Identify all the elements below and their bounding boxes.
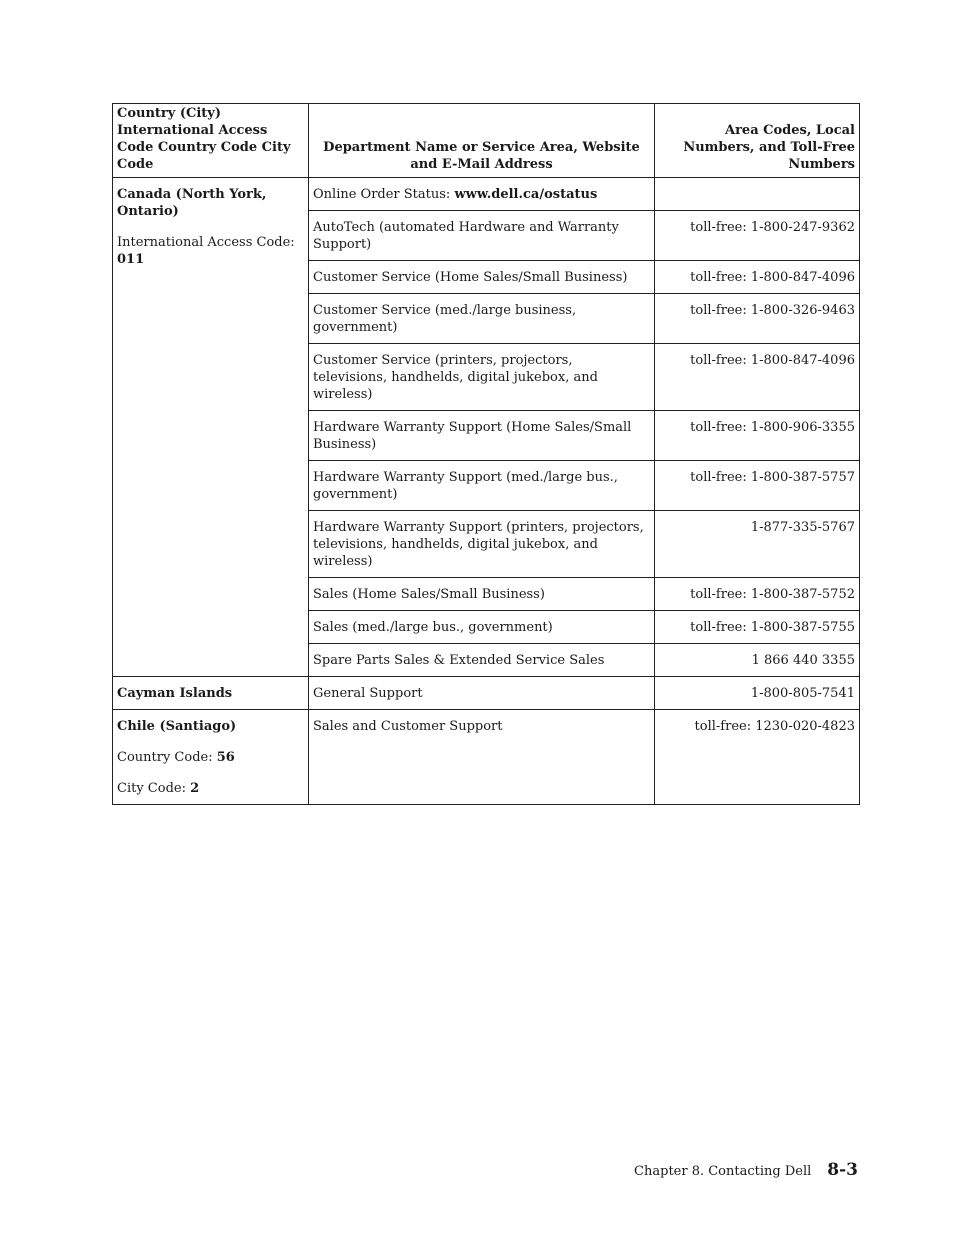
access-code-label: International Access Code: [117, 235, 295, 250]
number-cell: 1-800-805-7541 [655, 677, 860, 710]
chapter-title: Chapter 8. Contacting Dell [634, 1164, 812, 1179]
city-code-value: 2 [190, 781, 200, 796]
number-cell: toll-free: 1-800-387-5757 [655, 461, 860, 511]
department-cell: Customer Service (printers, projectors, televisions, handhelds, digital jukebox, and wireless) [309, 344, 655, 411]
number-cell [655, 178, 860, 211]
access-code-value: 011 [117, 252, 145, 267]
number-cell: toll-free: 1-800-326-9463 [655, 294, 860, 344]
number-cell: toll-free: 1230-020-4823 [655, 710, 860, 805]
number-cell: toll-free: 1-800-387-5752 [655, 578, 860, 611]
country-code-line [117, 749, 304, 766]
table-row [113, 178, 860, 211]
table-row [113, 710, 860, 805]
country-name: Cayman Islands [117, 686, 233, 701]
table-row [113, 677, 860, 710]
department-cell: Customer Service (Home Sales/Small Business) [309, 261, 655, 294]
department-cell: Customer Service (med./large business, government) [309, 294, 655, 344]
department-cell: Hardware Warranty Support (Home Sales/Small Business) [309, 411, 655, 461]
country-cell-chile [113, 710, 309, 805]
page-number: 8-3 [827, 1160, 858, 1180]
country-cell-cayman [113, 677, 309, 710]
number-cell: toll-free: 1-800-847-4096 [655, 261, 860, 294]
number-cell: 1-877-335-5767 [655, 511, 860, 578]
number-cell: toll-free: 1-800-247-9362 [655, 211, 860, 261]
department-cell: AutoTech (automated Hardware and Warranty Support) [309, 211, 655, 261]
number-cell: toll-free: 1-800-847-4096 [655, 344, 860, 411]
number-cell: toll-free: 1-800-906-3355 [655, 411, 860, 461]
page-footer [634, 1160, 858, 1182]
contacts-table [112, 103, 860, 805]
department-prefix: Online Order Status: [313, 187, 455, 202]
department-cell: Sales and Customer Support [309, 710, 655, 805]
department-cell: Sales (Home Sales/Small Business) [309, 578, 655, 611]
department-cell: Sales (med./large bus., government) [309, 611, 655, 644]
order-status-link[interactable]: www.dell.ca/ostatus [454, 187, 598, 202]
department-cell: Spare Parts Sales & Extended Service Sales [309, 644, 655, 677]
department-cell [309, 178, 655, 211]
country-name: Chile (Santiago) [117, 719, 237, 734]
country-name: Canada (North York, Ontario) [117, 187, 267, 219]
city-code-line [117, 780, 304, 797]
city-code-label: City Code: [117, 781, 191, 796]
department-cell: General Support [309, 677, 655, 710]
department-cell: Hardware Warranty Support (med./large bus., government) [309, 461, 655, 511]
country-code-value: 56 [216, 750, 235, 765]
header-department: Department Name or Service Area, Website and E-Mail Address [309, 104, 655, 178]
country-cell-canada [113, 178, 309, 677]
number-cell: toll-free: 1-800-387-5755 [655, 611, 860, 644]
header-numbers: Area Codes, Local Numbers, and Toll-Free Numbers [655, 104, 860, 178]
department-cell: Hardware Warranty Support (printers, projectors, televisions, handhelds, digital jukebox, and wireless) [309, 511, 655, 578]
header-country: Country (City) International Access Code Country Code City Code [113, 104, 309, 178]
number-cell: 1 866 440 3355 [655, 644, 860, 677]
table-header-row [113, 104, 860, 178]
country-code-label: Country Code: [117, 750, 217, 765]
